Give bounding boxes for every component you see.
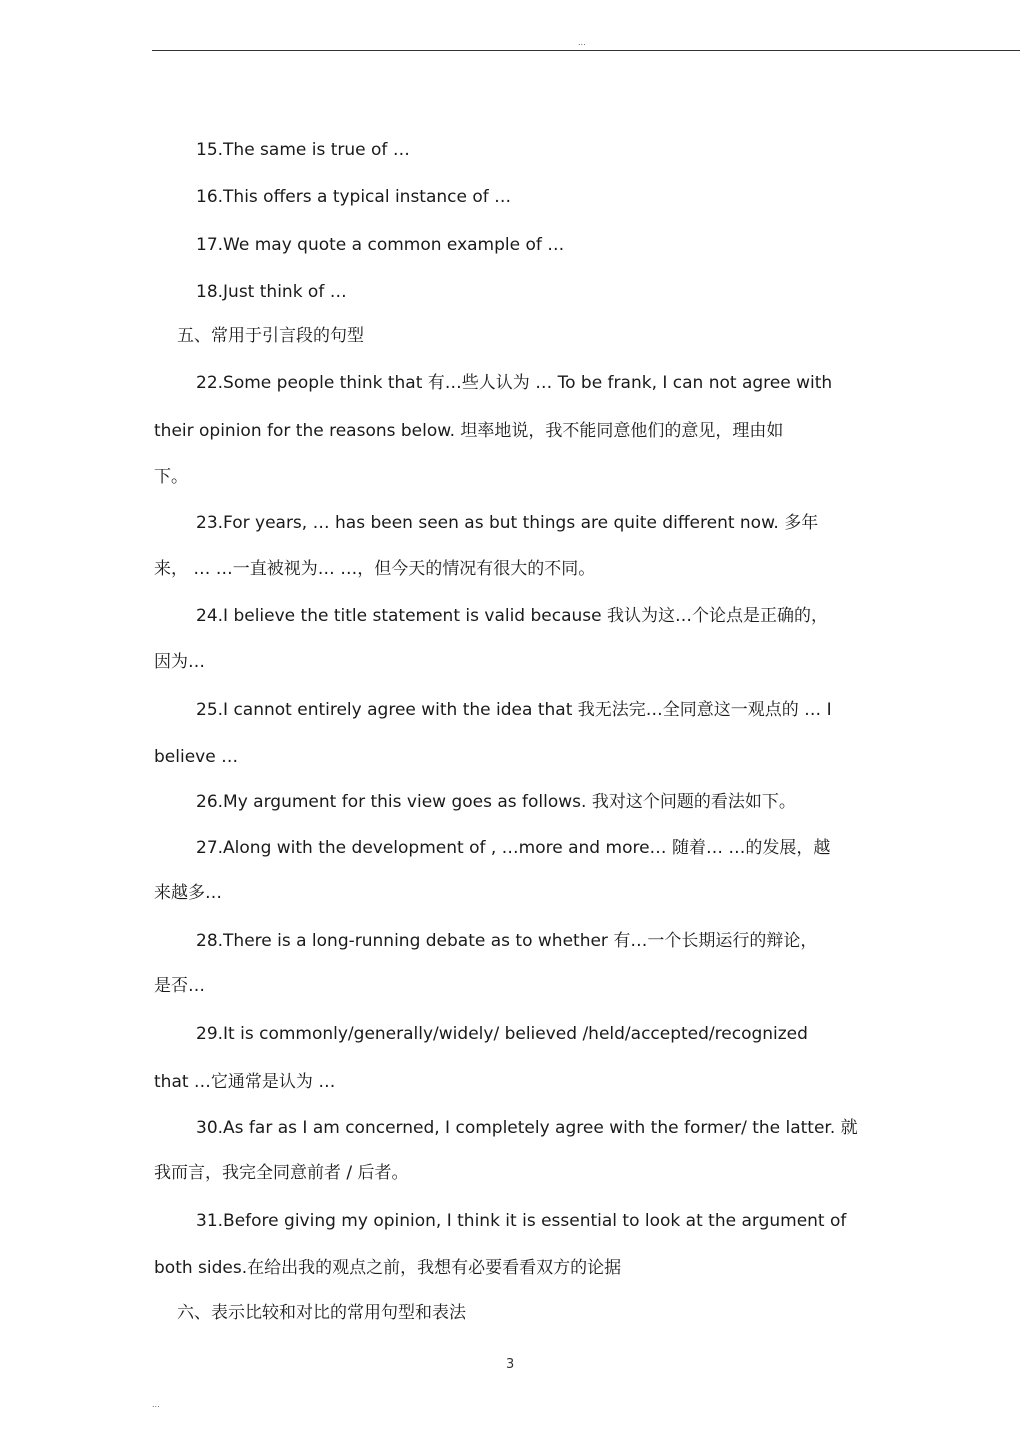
text-line-28: 28.There is a long-running debate as to whether 有…一个长期运行的辩论， <box>196 931 818 951</box>
section-heading-6: 六、表示比较和对比的常用句型和表法 <box>177 1303 466 1323</box>
text-line-22-end: 下。 <box>154 467 188 487</box>
text-line-24-cont: 因为… <box>154 652 205 672</box>
text-line-28-cont: 是否… <box>154 976 205 996</box>
footer-mark: ... <box>152 1400 160 1409</box>
section-heading-5: 五、常用于引言段的句型 <box>177 326 364 346</box>
text-line-18: 18.Just think of … <box>196 282 347 302</box>
text-line-25: 25.I cannot entirely agree with the idea that 我无法完…全同意这一观点的 … I <box>196 700 832 720</box>
text-line-26: 26.My argument for this view goes as follows. 我对这个问题的看法如下。 <box>196 792 796 812</box>
text-line-30-cont: 我而言，我完全同意前者 / 后者。 <box>154 1163 409 1183</box>
text-line-31: 31.Before giving my opinion, I think it is essential to look at the argument of <box>196 1211 847 1231</box>
text-line-23-cont: 来， … …一直被视为… …，但今天的情况有很大的不同。 <box>154 559 596 579</box>
text-line-27: 27.Along with the development of , …more and more… 随着… …的发展，越 <box>196 838 831 858</box>
text-line-29: 29.It is commonly/generally/widely/ believed /held/accepted/recognized <box>196 1024 808 1044</box>
text-line-30: 30.As far as I am concerned, I completely agree with the former/ the latter. 就 <box>196 1118 858 1138</box>
text-line-22: 22.Some people think that 有…些人认为 … To be frank, I can not agree with <box>196 373 833 393</box>
text-line-15: 15.The same is true of … <box>196 140 410 160</box>
text-line-29-cont: that …它通常是认为 … <box>154 1072 336 1092</box>
text-line-16: 16.This offers a typical instance of … <box>196 187 512 207</box>
text-line-23: 23.For years, … has been seen as but things are quite different now. 多年 <box>196 513 819 533</box>
text-line-22-cont: their opinion for the reasons below. 坦率地说，我不能同意他们的意见，理由如 <box>154 421 784 441</box>
text-line-27-cont: 来越多… <box>154 883 222 903</box>
text-line-24: 24.I believe the title statement is valid because 我认为这…个论点是正确的， <box>196 606 829 626</box>
page-number: 3 <box>506 1357 515 1372</box>
header-rule <box>152 50 1020 51</box>
text-line-17: 17.We may quote a common example of … <box>196 235 565 255</box>
text-line-25-cont: believe … <box>154 747 239 767</box>
header-mark: ... <box>578 38 586 47</box>
text-line-31-cont: both sides.在给出我的观点之前，我想有必要看看双方的论据 <box>154 1258 622 1278</box>
